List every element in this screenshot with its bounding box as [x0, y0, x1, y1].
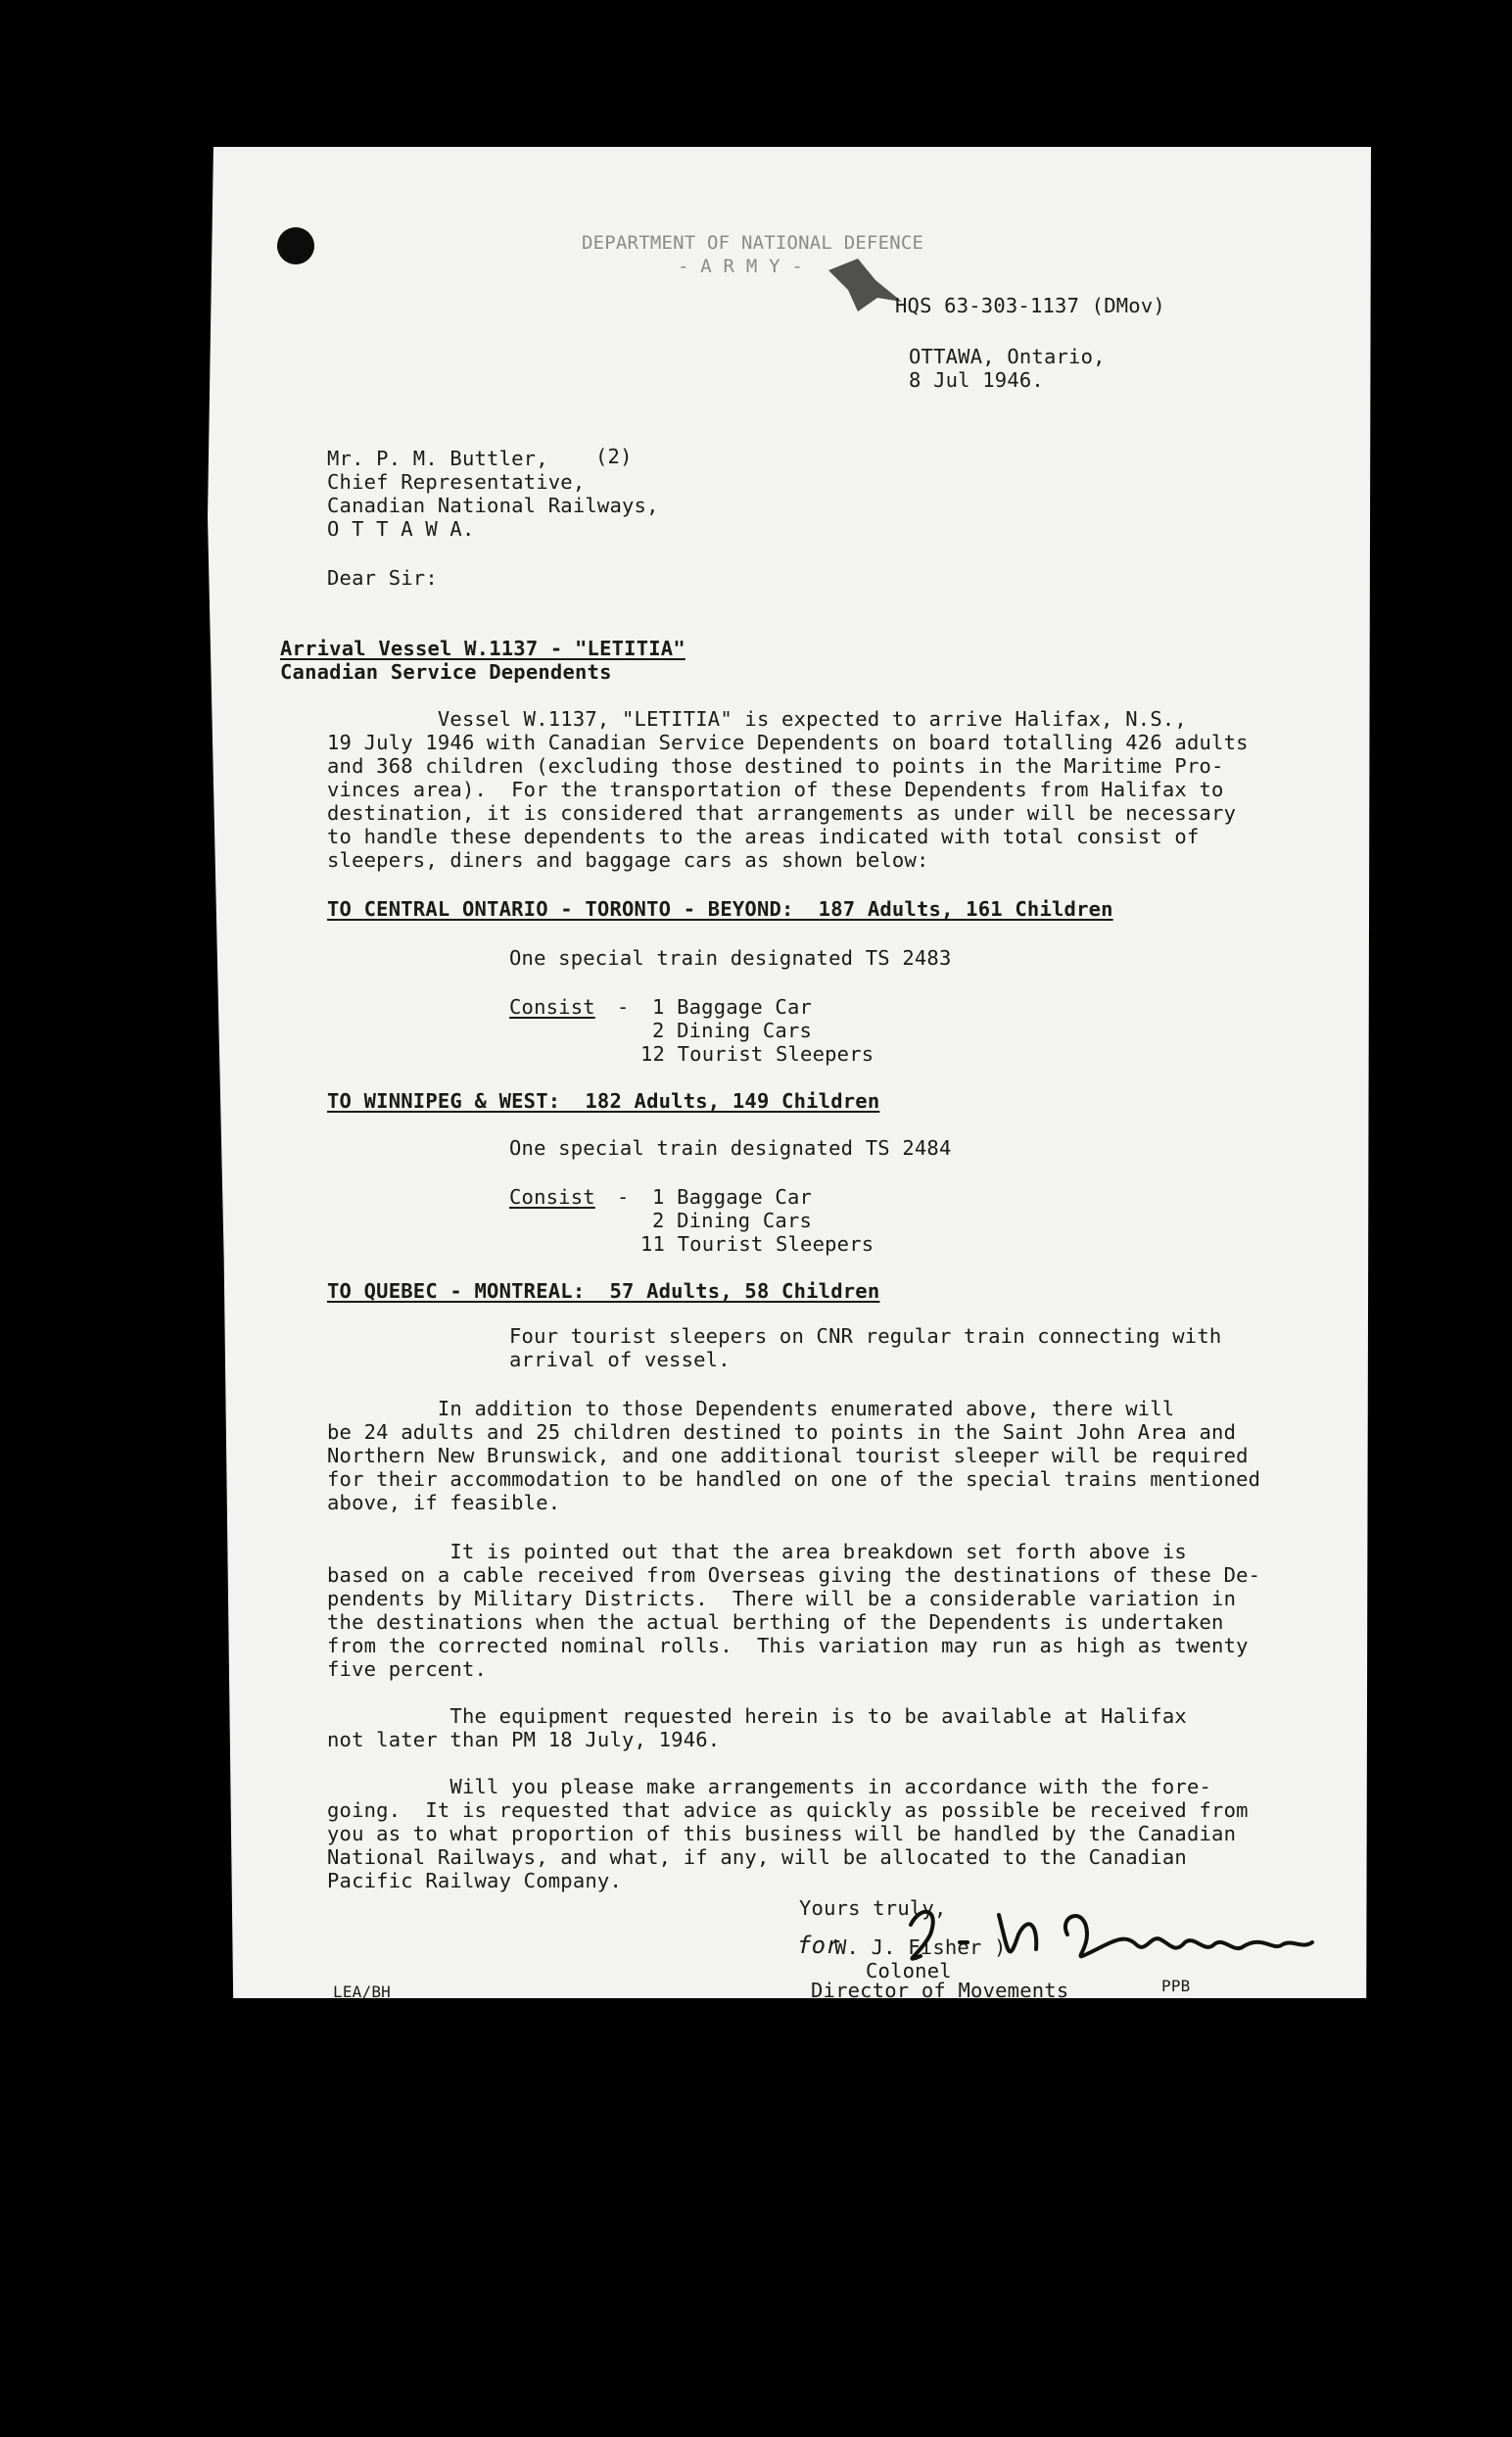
signatory-rank: Colonel — [866, 1959, 952, 1983]
consist-item: 2 Dining Cars — [652, 1209, 813, 1232]
para5-line: you as to what proportion of this business will be handled by the Canadian — [327, 1822, 1237, 1845]
footer-initials-right: PPB — [1161, 1977, 1191, 1995]
recipient-company: Canadian National Railways, — [327, 494, 659, 517]
salutation: Dear Sir: — [327, 566, 438, 590]
consist-item: 2 Dining Cars — [652, 1019, 813, 1042]
section-train-montreal: arrival of vessel. — [509, 1348, 731, 1371]
consist-item: 12 Tourist Sleepers — [640, 1042, 874, 1066]
consist-dash: - — [617, 995, 630, 1019]
consist-dash: - — [617, 1185, 630, 1209]
recipient-name: Mr. P. M. Buttler, — [327, 447, 548, 470]
recipient-copies: (2) — [595, 445, 633, 468]
para5-line: Will you please make arrangements in accordance with the fore- — [327, 1775, 1212, 1798]
consist-item: 1 Baggage Car — [652, 995, 813, 1019]
para1-line: sleepers, diners and baggage cars as shown below: — [327, 848, 929, 872]
section-heading-winnipeg: TO WINNIPEG & WEST: 182 Adults, 149 Children — [327, 1089, 880, 1113]
section-heading-toronto: TO CENTRAL ONTARIO - TORONTO - BEYOND: 187 Adults, 161 Children — [327, 897, 1113, 921]
para3-line: pendents by Military Districts. There will be a considerable variation in — [327, 1587, 1237, 1610]
recipient-city: O T T A W A. — [327, 517, 475, 541]
para1-line: to handle these dependents to the areas indicated with total consist of — [327, 825, 1200, 848]
para3-line: based on a cable received from Overseas giving the destinations of these De- — [327, 1563, 1261, 1587]
para2-line: be 24 adults and 25 children destined to points in the Saint John Area and — [327, 1420, 1237, 1444]
signatory-name: W. J. Fisher ) — [834, 1935, 1007, 1959]
letterhead-department: DEPARTMENT OF NATIONAL DEFENCE — [582, 232, 924, 254]
footer-initials-left: LEA/BH — [333, 1983, 391, 2001]
section-train-toronto: One special train designated TS 2483 — [509, 946, 952, 970]
section-heading-montreal: TO QUEBEC - MONTREAL: 57 Adults, 58 Children — [327, 1279, 880, 1303]
closing-for: for — [797, 1932, 840, 1959]
para3-line: from the corrected nominal rolls. This variation may run as high as twenty — [327, 1634, 1249, 1657]
place: OTTAWA, Ontario, — [909, 345, 1106, 368]
para2-line: above, if feasible. — [327, 1491, 561, 1514]
handwritten-signature — [774, 1895, 1322, 1993]
para1-line: 19 July 1946 with Canadian Service Dependents on board totalling 426 adults — [327, 731, 1249, 754]
para1-line: and 368 children (excluding those destined to points in the Maritime Pro- — [327, 754, 1224, 778]
para1-line: vinces area). For the transportation of these Dependents from Halifax to — [327, 778, 1224, 801]
para2-line: In addition to those Dependents enumerated above, there will — [327, 1397, 1175, 1420]
date: 8 Jul 1946. — [909, 368, 1044, 392]
para4-line: The equipment requested herein is to be available at Halifax — [327, 1704, 1187, 1728]
para3-line: It is pointed out that the area breakdown set forth above is — [327, 1540, 1187, 1563]
para5-line: National Railways, and what, if any, will be allocated to the Canadian — [327, 1845, 1187, 1869]
para1-line: destination, it is considered that arrangements as under will be necessary — [327, 801, 1237, 825]
subject-line1: Arrival Vessel W.1137 - "LETITIA" — [280, 637, 685, 660]
para4-line: not later than PM 18 July, 1946. — [327, 1728, 721, 1751]
para5-line: Pacific Railway Company. — [327, 1869, 623, 1892]
file-reference: HQS 63-303-1137 (DMov) — [895, 294, 1165, 317]
para3-line: the destinations when the actual berthing of the Dependents is undertaken — [327, 1610, 1224, 1634]
consist-label: Consist — [509, 995, 595, 1019]
letterhead-branch: - A R M Y - — [678, 256, 804, 277]
consist-item: 11 Tourist Sleepers — [640, 1232, 874, 1256]
recipient-title: Chief Representative, — [327, 470, 586, 494]
consist-label: Consist — [509, 1185, 595, 1209]
consist-item: 1 Baggage Car — [652, 1185, 813, 1209]
closing-yours: Yours truly, — [799, 1896, 947, 1920]
para2-line: for their accommodation to be handled on one of the special trains mentioned — [327, 1467, 1261, 1491]
stamp-mark — [819, 251, 907, 319]
subject-line2: Canadian Service Dependents — [280, 660, 612, 684]
para2-line: Northern New Brunswick, and one additional tourist sleeper will be required — [327, 1444, 1249, 1467]
para3-line: five percent. — [327, 1657, 488, 1681]
para5-line: going. It is requested that advice as quickly as possible be received from — [327, 1798, 1249, 1822]
section-train-winnipeg: One special train designated TS 2484 — [509, 1136, 952, 1160]
para1-line: Vessel W.1137, "LETITIA" is expected to arrive Halifax, N.S., — [327, 707, 1187, 731]
section-train-montreal: Four tourist sleepers on CNR regular train connecting with — [509, 1324, 1222, 1348]
signatory-title: Director of Movements — [811, 1979, 1069, 2002]
punch-hole — [277, 227, 314, 264]
